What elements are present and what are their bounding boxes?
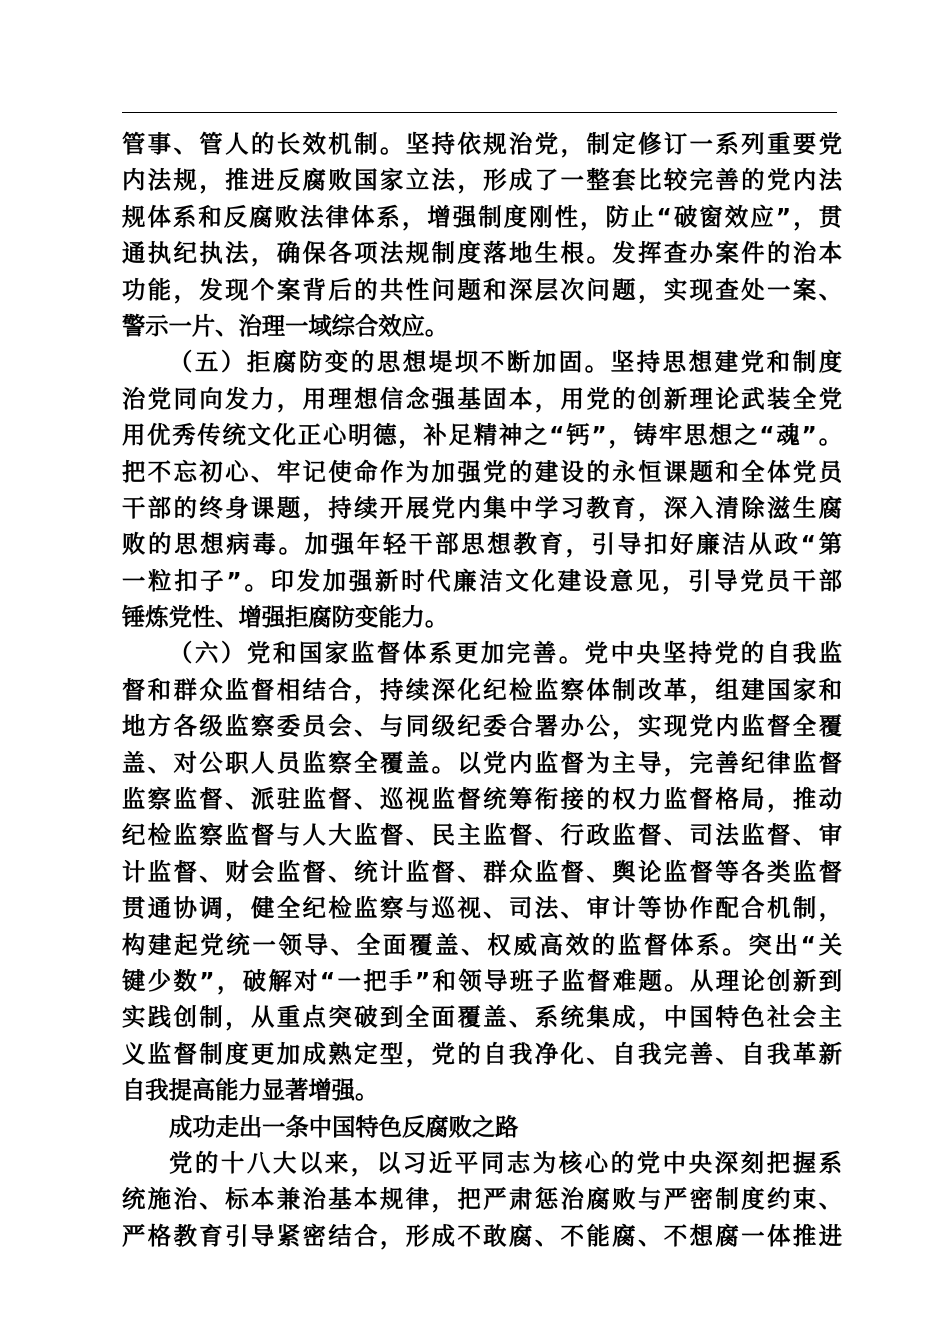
text-line: 统施治、标本兼治基本规律，把严肃惩治腐败与严密制度约束、 bbox=[122, 1186, 842, 1214]
text-line: 督和群众监督相结合，持续深化纪检监察体制改革，组建国家和 bbox=[122, 676, 842, 704]
section-heading-line: （六）党和国家监督体系更加完善。党中央坚持党的自我监 bbox=[169, 640, 842, 668]
text-line: 构建起党统一领导、全面覆盖、权威高效的监督体系。突出“关 bbox=[122, 931, 842, 959]
text-line: 内法规，推进反腐败国家立法，形成了一整套比较完善的党内法 bbox=[122, 167, 842, 195]
text-line: 义监督制度更加成熟定型，党的自我净化、自我完善、自我革新 bbox=[122, 1040, 842, 1068]
body-text bbox=[122, 127, 842, 1255]
text-line: 用优秀传统文化正心明德，补足精神之“钙”，铸牢思想之“魂”。 bbox=[122, 422, 842, 450]
text-line: 把不忘初心、牢记使命作为加强党的建设的永恒课题和全体党员 bbox=[122, 458, 842, 486]
text-line: 管事、管人的长效机制。坚持依规治党，制定修订一系列重要党 bbox=[122, 131, 842, 158]
text-line: 功能，发现个案背后的共性问题和深层次问题，实现查处一案、 bbox=[122, 276, 842, 304]
section-title: 成功走出一条中国特色反腐败之路 bbox=[169, 1113, 519, 1141]
text-line: 纪检监察监督与人大监督、民主监督、行政监督、司法监督、审 bbox=[122, 822, 842, 850]
text-line: 贯通协调，健全纪检监察与巡视、司法、审计等协作配合机制， bbox=[122, 895, 842, 923]
text-line: 地方各级监察委员会、与同级纪委合署办公，实现党内监督全覆 bbox=[122, 713, 842, 741]
text-line: 监察监督、派驻监督、巡视监督统筹衔接的权力监督格局，推动 bbox=[122, 786, 842, 814]
text-line: 锤炼党性、增强拒腐防变能力。 bbox=[122, 604, 449, 632]
text-line: 干部的终身课题，持续开展党内集中学习教育，深入清除滋生腐 bbox=[122, 494, 842, 522]
text-line: 败的思想病毒。加强年轻干部思想教育，引导扣好廉洁从政“第 bbox=[122, 531, 842, 559]
text-line: 一粒扣子”。印发加强新时代廉洁文化建设意见，引导党员干部 bbox=[122, 567, 842, 595]
text-line: 键少数”，破解对“一把手”和领导班子监督难题。从理论创新到 bbox=[122, 967, 842, 995]
text-line: 通执纪执法，确保各项法规制度落地生根。发挥查办案件的治本 bbox=[122, 240, 842, 268]
text-line: 规体系和反腐败法律体系，增强制度刚性，防止“破窗效应”，贯 bbox=[122, 203, 842, 231]
text-line: 实践创制，从重点突破到全面覆盖、系统集成，中国特色社会主 bbox=[122, 1004, 842, 1032]
text-line: 严格教育引导紧密结合，形成不敢腐、不能腐、不想腐一体推进 bbox=[122, 1222, 842, 1250]
text-line: 警示一片、治理一域综合效应。 bbox=[122, 312, 449, 340]
text-line: 盖、对公职人员监察全覆盖。以党内监督为主导，完善纪律监督 bbox=[122, 749, 842, 777]
text-line: 党的十八大以来，以习近平同志为核心的党中央深刻把握系 bbox=[169, 1149, 842, 1177]
section-heading-line: （五）拒腐防变的思想堤坝不断加固。坚持思想建党和制度 bbox=[169, 349, 842, 377]
header-rule bbox=[122, 112, 837, 113]
text-line: 治党同向发力，用理想信念强基固本，用党的创新理论武装全党 bbox=[122, 385, 842, 413]
text-line: 计监督、财会监督、统计监督、群众监督、舆论监督等各类监督 bbox=[122, 858, 842, 886]
text-line: 自我提高能力显著增强。 bbox=[122, 1077, 379, 1105]
